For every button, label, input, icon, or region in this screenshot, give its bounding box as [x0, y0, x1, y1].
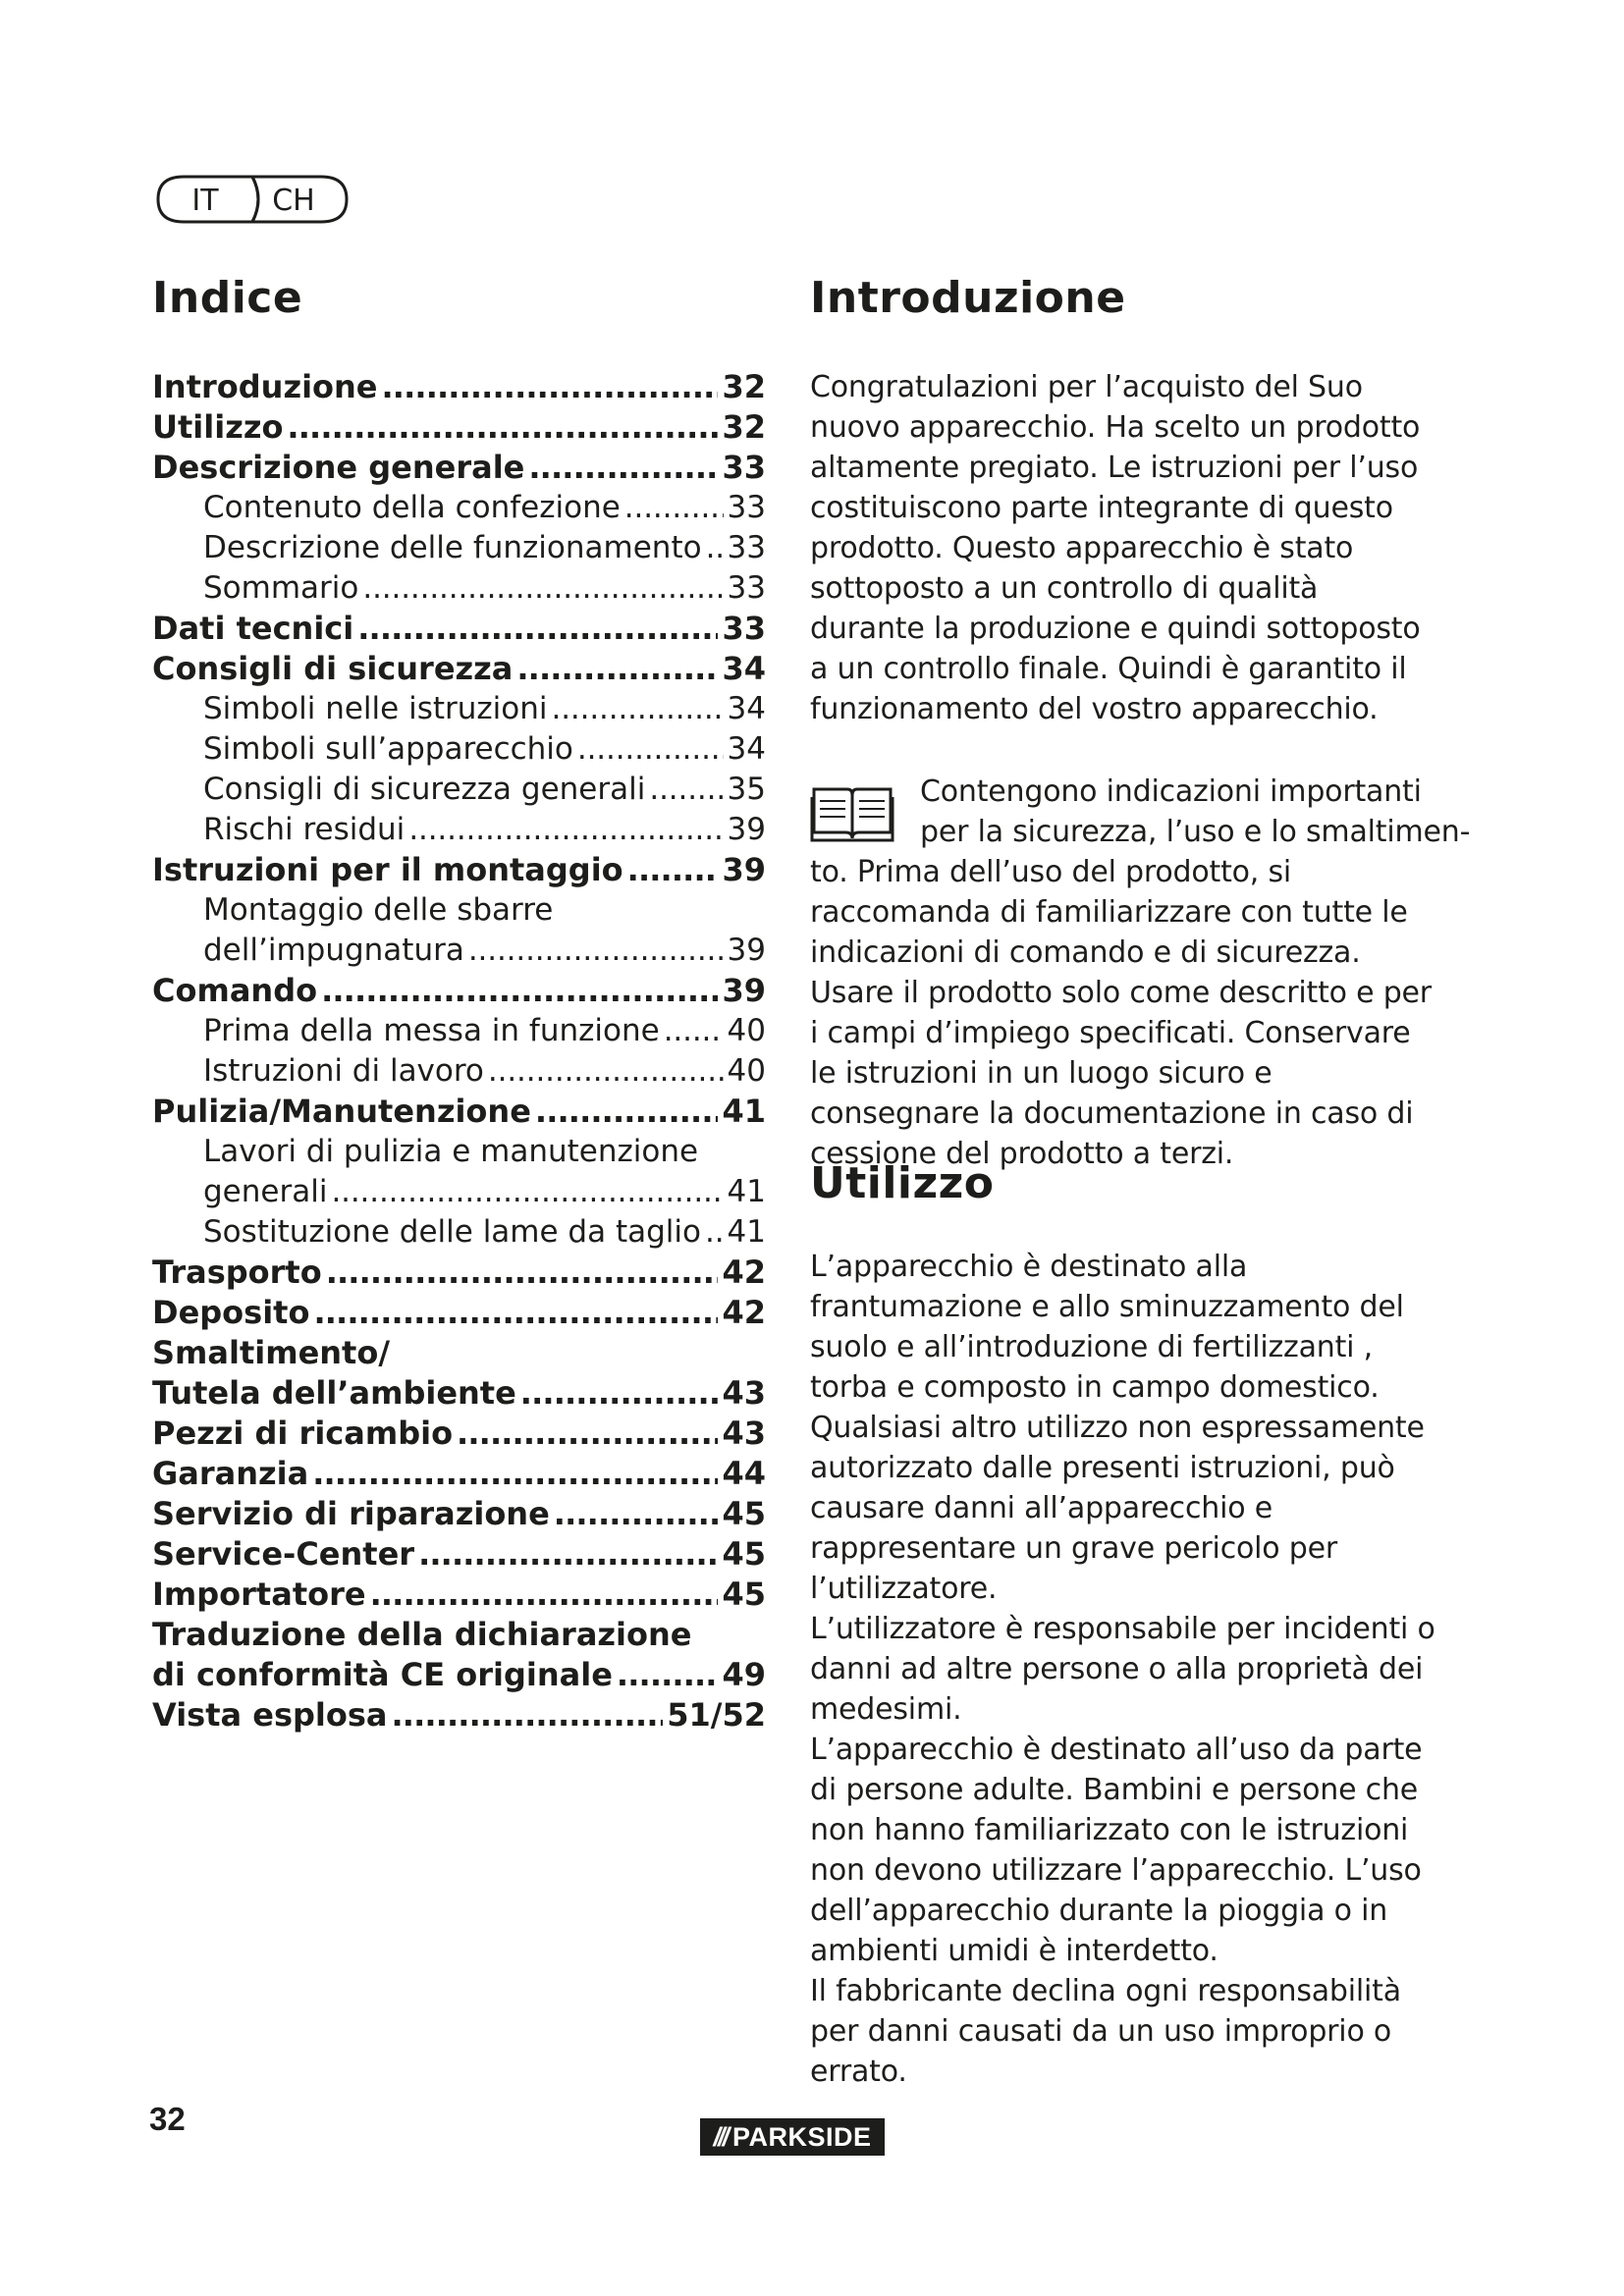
- toc-entry: [152, 649, 766, 689]
- toc-entry: [152, 1132, 766, 1172]
- toc-entry: [152, 1575, 766, 1615]
- toc-leader-dots: [705, 1212, 724, 1253]
- introduction-title: Introduzione: [810, 273, 1126, 323]
- utilizzo-paragraph: Il fabbricante declina ogni responsabilità per danni causati da un uso improprio o errato.: [810, 1974, 1401, 2089]
- toc-entry-title: Deposito: [152, 1294, 310, 1331]
- toc-entry-title: di conformità CE originale: [152, 1656, 613, 1693]
- toc-leader-dots: [370, 1575, 719, 1615]
- toc-entry: [152, 810, 766, 850]
- toc-entry-title: Rischi residui: [203, 812, 406, 847]
- toc-entry-page: 34: [727, 731, 766, 767]
- toc-entry: [152, 1253, 766, 1293]
- toc-entry-page: 39: [727, 933, 766, 968]
- toc-entry: [152, 1695, 766, 1735]
- toc-entry-page: 42: [722, 1294, 766, 1331]
- toc-leader-dots: [552, 689, 724, 729]
- lang-code-it: IT: [191, 184, 219, 218]
- toc-leader-dots: [516, 649, 718, 689]
- toc-entry-page: 33: [727, 570, 766, 606]
- lang-code-ch: CH: [272, 184, 315, 218]
- toc-entry: [152, 1172, 766, 1212]
- table-of-contents: [152, 367, 766, 1735]
- toc-entry: [152, 1454, 766, 1494]
- toc-entry-page: 45: [722, 1575, 766, 1613]
- toc-entry-page: 51/52: [667, 1696, 766, 1734]
- toc-entry-title: Introduzione: [152, 368, 378, 405]
- toc-leader-dots: [321, 971, 718, 1011]
- toc-entry-page: 33: [727, 490, 766, 525]
- toc-title: Indice: [152, 273, 303, 323]
- toc-entry-title: Traduzione della dichiarazione: [152, 1616, 692, 1653]
- toc-leader-dots: [488, 1051, 724, 1092]
- toc-leader-dots: [357, 609, 718, 649]
- toc-entry: [152, 1373, 766, 1414]
- utilizzo-paragraph: L’utilizzatore è responsabile per incidenti o danni ad altre persone o alla proprietà dei medesimi.: [810, 1612, 1435, 1727]
- toc-entry: [152, 1011, 766, 1051]
- page-number: 32: [149, 2101, 186, 2137]
- toc-entry-page: 42: [722, 1254, 766, 1291]
- toc-entry-page: 45: [722, 1535, 766, 1573]
- brand-mark: ///: [713, 2121, 727, 2152]
- toc-leader-dots: [706, 528, 724, 568]
- toc-entry: [152, 1293, 766, 1333]
- toc-entry: [152, 1092, 766, 1132]
- toc-entry-page: 35: [727, 772, 766, 807]
- toc-entry: [152, 609, 766, 649]
- toc-leader-dots: [468, 931, 724, 971]
- toc-entry-title: Smaltimento/: [152, 1334, 391, 1371]
- toc-entry: [152, 729, 766, 770]
- toc-entry-page: 49: [722, 1656, 766, 1693]
- toc-entry-title: Pezzi di ricambio: [152, 1415, 454, 1452]
- language-badge: [154, 173, 351, 226]
- toc-entry-title: Dati tecnici: [152, 610, 354, 647]
- toc-entry-page: 33: [722, 449, 766, 486]
- toc-entry-title: Simboli sull’apparecchio: [203, 731, 573, 767]
- toc-entry: [152, 1655, 766, 1695]
- toc-entry-title: Pulizia/Manutenzione: [152, 1093, 531, 1130]
- toc-entry-page: 45: [722, 1495, 766, 1532]
- toc-entry-page: 41: [722, 1093, 766, 1130]
- toc-entry-page: 43: [722, 1415, 766, 1452]
- toc-entry-page: 39: [722, 851, 766, 888]
- toc-entry-title: generali: [203, 1174, 328, 1209]
- utilizzo-title: Utilizzo: [810, 1158, 995, 1208]
- toc-entry-title: Descrizione generale: [152, 449, 525, 486]
- toc-entry: [152, 770, 766, 810]
- note-text: to. Prima dell’uso del prodotto, si raccomanda di familiarizzare con tutte le indicazioni di comando e di sicurezza. Usare il prodotto solo come descritto e per i campi d’impiego specificati. Conservare le istruzioni in un luogo sicuro e consegnare la documentazione in caso di cessione del prodotto a terzi.: [810, 855, 1432, 1171]
- utilizzo-paragraph: Qualsiasi altro utilizzo non espressamente autorizzato dalle presenti istruzioni, può causare danni all’apparecchio e rappresentare un grave pericolo per l’utilizzatore.: [810, 1411, 1425, 1606]
- introduction-paragraph: Congratulazioni per l’acquisto del Suo nuovo apparecchio. Ha scelto un prodotto altamente pregiato. Le istruzioni per l’uso costituiscono parte integrante di questo prodotto. Questo apparecchio è stato sottoposto a un controllo di qualità durante la produzione e quindi sottoposto a un controllo finale. Quindi è garantito il funzionamento del vostro apparecchio.: [810, 370, 1421, 726]
- toc-entry-title: Istruzioni per il montaggio: [152, 851, 623, 888]
- toc-entry-title: Prima della messa in funzione: [203, 1013, 660, 1048]
- toc-entry: [152, 448, 766, 488]
- toc-leader-dots: [312, 1454, 718, 1494]
- toc-leader-dots: [392, 1695, 664, 1735]
- toc-entry-title: Garanzia: [152, 1455, 309, 1492]
- toc-entry: [152, 971, 766, 1011]
- toc-entry-page: 39: [722, 972, 766, 1009]
- toc-entry-title: Istruzioni di lavoro: [203, 1053, 484, 1089]
- note-text-line-2: per la sicurezza, l’uso e lo smaltimen-: [920, 815, 1471, 849]
- toc-entry: [152, 1494, 766, 1534]
- toc-entry-title: Service-Center: [152, 1535, 415, 1573]
- toc-entry-page: 33: [722, 610, 766, 647]
- toc-leader-dots: [554, 1494, 719, 1534]
- toc-entry-title: Servizio di riparazione: [152, 1495, 550, 1532]
- toc-entry-title: Sommario: [203, 570, 359, 606]
- utilizzo-paragraph: L’apparecchio è destinato alla frantumazione e allo sminuzzamento del suolo e all’introduzione di fertilizzanti , torba e composto in campo domestico.: [810, 1250, 1404, 1405]
- toc-entry: [152, 1534, 766, 1575]
- toc-entry-title: Consigli di sicurezza generali: [203, 772, 646, 807]
- toc-entry: [152, 407, 766, 448]
- toc-leader-dots: [649, 770, 723, 810]
- toc-entry-title: Contenuto della confezione: [203, 490, 621, 525]
- toc-leader-dots: [520, 1373, 719, 1414]
- utilizzo-text: [810, 1247, 1438, 2092]
- toc-entry: [152, 568, 766, 609]
- brand-name: PARKSIDE: [731, 2121, 872, 2152]
- toc-entry-title: Utilizzo: [152, 408, 284, 446]
- toc-entry-title: dell’impugnatura: [203, 933, 464, 968]
- toc-entry: [152, 1333, 766, 1373]
- toc-leader-dots: [362, 568, 723, 609]
- toc-entry-title: Importatore: [152, 1575, 366, 1613]
- toc-entry: [152, 890, 766, 931]
- toc-entry-title: Tutela dell’ambiente: [152, 1374, 516, 1412]
- parkside-logo: [700, 2118, 885, 2156]
- toc-leader-dots: [326, 1253, 719, 1293]
- toc-leader-dots: [382, 367, 719, 407]
- toc-leader-dots: [617, 1655, 719, 1695]
- toc-entry-page: 34: [722, 650, 766, 687]
- toc-entry-title: Sostituzione delle lame da taglio: [203, 1214, 701, 1250]
- toc-entry-title: Trasporto: [152, 1254, 322, 1291]
- toc-entry-title: Consigli di sicurezza: [152, 650, 514, 687]
- toc-entry-page: 40: [727, 1053, 766, 1089]
- toc-entry: [152, 1212, 766, 1253]
- toc-leader-dots: [664, 1011, 724, 1051]
- toc-leader-dots: [457, 1414, 718, 1454]
- toc-entry-title: Descrizione delle funzionamento: [203, 530, 702, 565]
- toc-entry-page: 41: [727, 1214, 766, 1250]
- toc-leader-dots: [627, 850, 719, 890]
- toc-leader-dots: [624, 488, 724, 528]
- toc-entry-page: 32: [722, 408, 766, 446]
- toc-leader-dots: [535, 1092, 719, 1132]
- toc-entry: [152, 931, 766, 971]
- toc-leader-dots: [287, 407, 718, 448]
- toc-entry-page: 40: [727, 1013, 766, 1048]
- toc-entry: [152, 488, 766, 528]
- note-text-line-1: Contengono indicazioni importanti: [920, 774, 1422, 809]
- toc-entry-title: Montaggio delle sbarre: [203, 892, 554, 928]
- toc-leader-dots: [313, 1293, 718, 1333]
- toc-leader-dots: [528, 448, 718, 488]
- utilizzo-paragraph: L’apparecchio è destinato all’uso da parte di persone adulte. Bambini e persone che non hanno familiarizzato con le istruzioni non devono utilizzare l’apparecchio. L’uso dell’apparecchio durante la pioggia o in ambienti umidi è interdetto.: [810, 1733, 1423, 1968]
- introduction-text: [810, 367, 1438, 729]
- toc-leader-dots: [408, 810, 723, 850]
- toc-leader-dots: [418, 1534, 718, 1575]
- toc-entry-page: 32: [722, 368, 766, 405]
- toc-entry-page: 43: [722, 1374, 766, 1412]
- toc-entry: [152, 850, 766, 890]
- toc-entry-title: Simboli nelle istruzioni: [203, 691, 548, 726]
- open-book-icon: [810, 779, 894, 848]
- toc-entry: [152, 1615, 766, 1655]
- toc-entry-title: Lavori di pulizia e manutenzione: [203, 1134, 699, 1169]
- language-badge-shape: [154, 173, 351, 226]
- toc-entry-page: 44: [722, 1455, 766, 1492]
- toc-entry-page: 33: [727, 530, 766, 565]
- toc-entry-page: 34: [727, 691, 766, 726]
- toc-leader-dots: [577, 729, 724, 770]
- toc-entry-page: 41: [727, 1174, 766, 1209]
- toc-entry-page: 39: [727, 812, 766, 847]
- toc-leader-dots: [331, 1172, 723, 1212]
- toc-entry: [152, 1051, 766, 1092]
- toc-entry: [152, 367, 766, 407]
- toc-entry: [152, 528, 766, 568]
- toc-entry-title: Vista esplosa: [152, 1696, 388, 1734]
- toc-entry: [152, 689, 766, 729]
- toc-entry-title: Comando: [152, 972, 318, 1009]
- toc-entry: [152, 1414, 766, 1454]
